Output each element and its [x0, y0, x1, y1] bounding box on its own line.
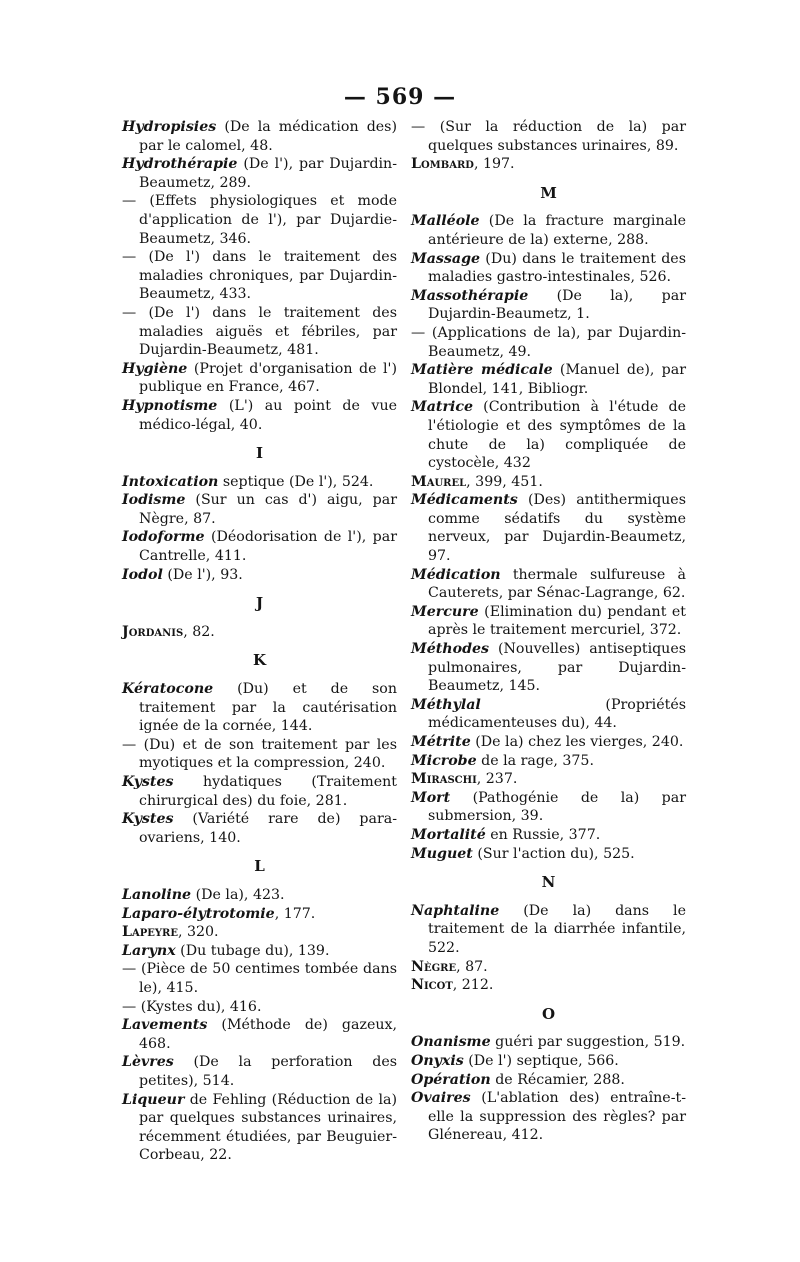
index-entry: [122, 1016, 397, 1053]
entry-text: (Contribution à l'étude de l'étiologie et des symptômes de la chute de la) compliquée de cystocèle, 432: [428, 399, 686, 472]
entry-keyword: Liqueur: [122, 1091, 185, 1108]
section-letter: L: [254, 857, 265, 876]
index-entry: [122, 566, 397, 585]
entry-text: — (Du) et de son traitement par les myotiques et la compression, 240.: [122, 736, 397, 772]
entry-text: — (Applications de la), par Dujardin-Beaumetz, 49.: [411, 324, 686, 360]
entry-text: , 237.: [476, 771, 518, 788]
entry-keyword: Intoxication: [122, 473, 219, 490]
index-entry: [411, 398, 686, 472]
index-entry: [411, 212, 686, 249]
entry-text: (Propriétés médicamenteuses du), 44.: [428, 696, 686, 732]
entry-text: , 212.: [452, 977, 494, 994]
entry-keyword: Hydropisies: [122, 119, 217, 135]
entry-keyword: Lanoline: [122, 886, 192, 903]
entry-text: — (Kystes du), 416.: [122, 998, 262, 1015]
entry-text: (Du) et de son traitement par la cautérisation ignée de la cornée, 144.: [139, 681, 397, 735]
index-entry: [411, 1052, 686, 1071]
index-entry: [411, 473, 686, 492]
index-entry: [122, 773, 397, 810]
index-entry: [411, 324, 686, 361]
index-entry: [122, 473, 397, 492]
entry-keyword: Métrite: [411, 734, 471, 750]
entry-keyword: Massothérapie: [411, 287, 529, 304]
entry-text: de Fehling (Réduction de la) par quelques substances urinaires, récemment étudiées, par Beuguier-Corbeau, 22.: [139, 1091, 397, 1164]
entry-text: (Sur un cas d') aigu, par Nègre, 87.: [139, 492, 397, 527]
entry-text: (De la), par Dujardin-Beaumetz, 1.: [428, 287, 686, 323]
entry-keyword: Iodisme: [122, 492, 186, 509]
entry-text: en Russie, 377.: [485, 826, 601, 843]
entry-keyword: Mortalité: [411, 826, 486, 843]
index-entry: [122, 623, 397, 642]
index-entry: [411, 1033, 686, 1052]
index-entry: [411, 603, 686, 640]
section-letter: J: [255, 594, 264, 613]
entry-text: (De la fracture marginale antérieure de la) externe, 288.: [428, 213, 686, 248]
entry-keyword: Laparo-élytrotomie: [122, 905, 275, 922]
entry-keyword: Méthylal: [411, 696, 481, 713]
entry-author: Jordanis: [122, 623, 184, 640]
section-letter: N: [541, 873, 556, 892]
section-letter: K: [252, 651, 267, 670]
index-entry: [411, 1071, 686, 1090]
entry-text: — (Pièce de 50 centimes tombée dans le), 415.: [122, 961, 397, 996]
entry-keyword: Lèvres: [122, 1054, 174, 1071]
index-entry: [122, 360, 397, 397]
index-entry: [122, 960, 397, 997]
index-entry: [122, 736, 397, 773]
index-entry: [411, 640, 686, 696]
entry-keyword: Muguet: [411, 845, 473, 862]
entry-keyword: Médicaments: [411, 492, 518, 509]
entry-text: (Des) antithermiques comme sédatifs du système nerveux, par Dujardin-Beaumetz, 97.: [428, 492, 686, 565]
section-letter: O: [541, 1004, 556, 1023]
index-entry: [122, 397, 397, 434]
index-entry: [122, 998, 397, 1017]
index-entry: [411, 361, 686, 398]
entry-text: (Déodorisation de l'), par Cantrelle, 411.: [139, 529, 397, 565]
entry-text: septique (De l'), 524.: [218, 473, 374, 490]
entry-text: (L') au point de vue médico-légal, 40.: [139, 397, 397, 433]
index-entry: [411, 491, 686, 565]
index-entry: [122, 304, 397, 360]
entry-keyword: Onanisme: [411, 1034, 491, 1051]
entry-keyword: Kystes: [122, 811, 174, 828]
index-entry: [122, 942, 397, 961]
index-entry: [411, 696, 686, 733]
index-entry: [411, 118, 686, 155]
section-letter: M: [540, 183, 557, 202]
entry-text: de la rage, 375.: [476, 752, 594, 769]
entry-text: , 82.: [183, 623, 215, 640]
entry-text: , 197.: [473, 156, 515, 173]
index-entry: [411, 826, 686, 845]
index-entry: [411, 902, 686, 958]
index-entry: [122, 1053, 397, 1090]
index-entry: [411, 1089, 686, 1145]
entry-keyword: Hypnotisme: [122, 397, 218, 414]
index-entry: [122, 680, 397, 736]
page-number: — 569 —: [343, 84, 457, 110]
index-entry: [411, 287, 686, 324]
entry-keyword: Mercure: [411, 603, 479, 620]
entry-keyword: Hydrothérapie: [122, 156, 238, 173]
index-entry: [411, 250, 686, 287]
index-entry: [411, 155, 686, 174]
entry-text: (Nouvelles) antiseptiques pulmonaires, par Dujardin-Beaumetz, 145.: [428, 641, 686, 695]
entry-text: hydatiques (Traitement chirurgical des) du foie, 281.: [139, 774, 397, 809]
index-entry: [122, 155, 397, 192]
entry-keyword: Hygiène: [122, 360, 188, 377]
index-entry: [411, 789, 686, 826]
entry-author: Nègre: [411, 958, 457, 975]
entry-text: thermale sulfureuse à Cauterets, par Sénac-Lagrange, 62.: [428, 566, 686, 602]
index-entry: [122, 192, 397, 248]
entry-keyword: Kystes: [122, 774, 174, 790]
entry-text: (Du) dans le traitement des maladies gastro-intestinales, 526.: [428, 250, 686, 286]
index-entry: [122, 905, 397, 924]
entry-text: (De la), 423.: [191, 886, 285, 903]
index-entry: [122, 810, 397, 847]
index-entry: [411, 845, 686, 864]
entry-keyword: Matrice: [411, 399, 473, 416]
entry-keyword: Opération: [411, 1071, 491, 1088]
right-column: [411, 118, 686, 1145]
entry-keyword: Massage: [411, 250, 481, 267]
entry-text: (Elimination du) pendant et après le traitement mercuriel, 372.: [428, 603, 686, 639]
entry-author: Miraschi: [411, 771, 477, 788]
entry-keyword: Iodol: [122, 566, 163, 583]
left-column: [122, 118, 397, 1165]
entry-text: (De l') septique, 566.: [463, 1052, 619, 1069]
entry-keyword: Matière médicale: [411, 362, 553, 379]
entry-keyword: Naphtaline: [411, 902, 500, 919]
entry-keyword: Iodoforme: [122, 529, 205, 546]
entry-text: (De la médication des) par le calomel, 48.: [139, 119, 397, 154]
entry-keyword: Microbe: [411, 752, 477, 769]
index-entry: [122, 491, 397, 528]
entry-text: (Sur l'action du), 525.: [472, 845, 635, 862]
entry-text: (Méthode de) gazeux, 468.: [139, 1017, 397, 1052]
entry-keyword: Médication: [411, 566, 501, 583]
entry-text: (De la) dans le traitement de la diarrhée infantile, 522.: [428, 902, 686, 956]
index-entry: [411, 566, 686, 603]
entry-keyword: Ovaires: [411, 1090, 471, 1107]
entry-author: Maurel: [411, 473, 467, 490]
index-entry: [122, 248, 397, 304]
entry-text: , 87.: [456, 958, 488, 975]
entry-text: (Projet d'organisation de l') publique en France, 467.: [139, 360, 397, 396]
entry-author: Nicot: [411, 977, 453, 994]
entry-keyword: Méthodes: [411, 641, 489, 658]
entry-text: , 320.: [177, 924, 219, 941]
index-entry: [122, 528, 397, 565]
index-entry: [122, 1091, 397, 1165]
entry-keyword: Kératocone: [122, 681, 214, 698]
entry-text: de Récamier, 288.: [490, 1071, 625, 1088]
section-letter: I: [255, 444, 264, 463]
entry-text: guéri par suggestion, 519.: [490, 1034, 686, 1051]
entry-author: Lapeyre: [122, 924, 178, 941]
entry-text: (Manuel de), par Blondel, 141, Bibliogr.: [428, 362, 686, 397]
index-entry: [411, 770, 686, 789]
entry-keyword: Onyxis: [411, 1052, 464, 1069]
index-entry: [411, 976, 686, 995]
entry-keyword: Malléole: [411, 213, 480, 230]
entry-text: (Variété rare de) para-ovariens, 140.: [139, 811, 397, 846]
entry-text: — (Effets physiologiques et mode d'application de l'), par Dujardie-Beaumetz, 346.: [122, 193, 397, 247]
entry-text: (Du tubage du), 139.: [175, 942, 330, 959]
entry-keyword: Larynx: [122, 942, 176, 959]
entry-text: — (De l') dans le traitement des maladies chroniques, par Dujardin-Beaumetz, 433.: [122, 249, 397, 303]
index-entry: [122, 886, 397, 905]
entry-keyword: Mort: [411, 789, 451, 806]
entry-text: (L'ablation des) entraîne-t-elle la suppression des règles? par Glénereau, 412.: [428, 1090, 686, 1144]
entry-text: , 177.: [274, 905, 316, 922]
entry-text: (De la perforation des petites), 514.: [139, 1054, 397, 1089]
entry-keyword: Lavements: [122, 1017, 208, 1034]
entry-author: Lombard: [411, 156, 474, 173]
entry-text: — (Sur la réduction de la) par quelques substances urinaires, 89.: [411, 119, 686, 154]
entry-text: — (De l') dans le traitement des maladies aiguës et fébriles, par Dujardin-Beaumetz, 481.: [122, 304, 397, 359]
index-entry: [411, 958, 686, 977]
index-entry: [411, 752, 686, 771]
index-entry: [411, 733, 686, 752]
entry-text: (De l'), par Dujardin-Beaumetz, 289.: [139, 156, 397, 191]
entry-text: (Pathogénie de la) par submersion, 39.: [428, 789, 686, 825]
index-entry: [122, 923, 397, 942]
entry-text: , 399, 451.: [466, 473, 543, 490]
entry-text: (De la) chez les vierges, 240.: [470, 734, 684, 750]
index-entry: [122, 118, 397, 155]
entry-text: (De l'), 93.: [162, 566, 243, 583]
